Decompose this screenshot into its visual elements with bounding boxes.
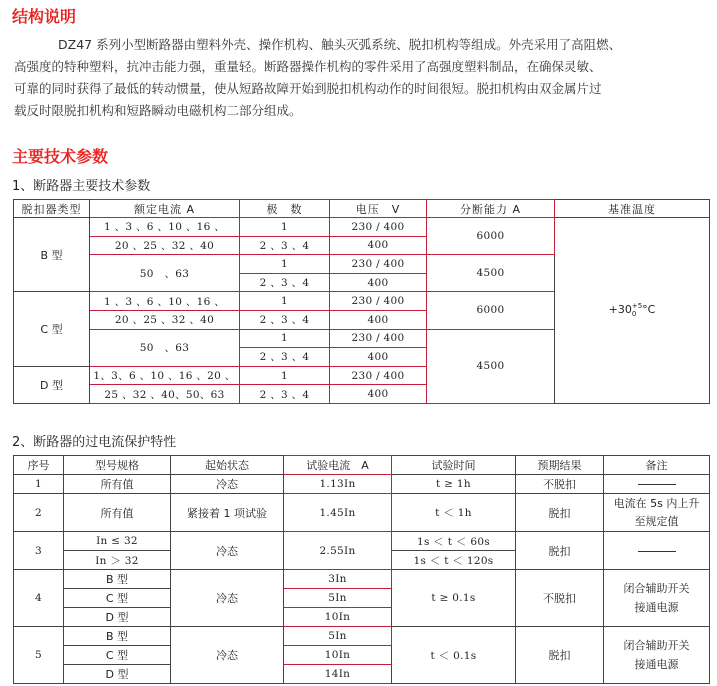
temp-sup: +5 [631, 302, 643, 311]
voltage-cell: 400 [330, 236, 427, 255]
row-no: 4 [14, 570, 64, 627]
dash-mark [638, 551, 676, 552]
overcurrent-table [13, 455, 710, 684]
result-cell: 脱扣 [516, 532, 604, 570]
col-test-time: 试验时间 [392, 456, 516, 475]
row-no: 5 [14, 627, 64, 684]
poles-cell: 1 [240, 366, 330, 385]
spec-cell: C 型 [64, 646, 171, 665]
poles-cell: 1 [240, 292, 330, 311]
voltage-cell: 230 / 400 [330, 218, 427, 237]
current-c1a: 1 、3 、6 、10 、16 、 [90, 292, 240, 311]
result-cell: 脱扣 [516, 627, 604, 684]
poles-cell: 2 、3 、4 [240, 348, 330, 367]
breaking-cell: 6000 [427, 218, 555, 255]
current-c2: 50 、63 [90, 329, 240, 366]
col-breaking: 分断能力 A [427, 200, 555, 218]
result-cell: 不脱扣 [516, 570, 604, 627]
note-line: 至规定值 [634, 514, 679, 528]
poles-cell: 2 、3 、4 [240, 273, 330, 292]
spec-cell: B 型 [64, 627, 171, 646]
current-cell: 14In [284, 665, 392, 684]
note-cell [604, 475, 710, 494]
voltage-cell: 230 / 400 [330, 255, 427, 274]
current-c1b: 20 、25 、32 、40 [90, 310, 240, 329]
table-row [14, 532, 710, 551]
poles-cell: 2 、3 、4 [240, 236, 330, 255]
col-trip-type: 脱扣器类型 [14, 200, 90, 218]
col-voltage: 电压 V [330, 200, 427, 218]
table-row [14, 494, 710, 532]
breaking-cell: 4500 [427, 329, 555, 403]
col-state: 起始状态 [171, 456, 284, 475]
structure-description [14, 34, 710, 122]
desc-line-3: 可靠的同时获得了最低的转动惯量，使从短路故障开始到脱扣机构动作的时间很短。脱扣机构由双金属片过 [14, 81, 602, 96]
poles-cell: 1 [240, 329, 330, 348]
spec-cell: D 型 [64, 665, 171, 684]
time-cell: t ＜ 1h [392, 494, 516, 532]
state-cell: 紧接着 1 项试验 [171, 494, 284, 532]
poles-cell: 2 、3 、4 [240, 385, 330, 404]
current-cell: 3In [284, 570, 392, 589]
col-no: 序号 [14, 456, 64, 475]
spec-cell: D 型 [64, 608, 171, 627]
voltage-cell: 230 / 400 [330, 292, 427, 311]
note-cell [604, 494, 710, 532]
table-row [14, 475, 710, 494]
time-cell: t ≥ 0.1s [392, 570, 516, 627]
row-no: 2 [14, 494, 64, 532]
table-row [14, 627, 710, 646]
table-header-row [14, 200, 710, 218]
time-cell: 1s ＜ t ＜ 60s [392, 532, 516, 551]
base-temp-cell [555, 218, 710, 404]
time-cell: t ＜ 0.1s [392, 627, 516, 684]
row-no: 3 [14, 532, 64, 570]
note-cell [604, 627, 710, 684]
poles-cell: 1 [240, 218, 330, 237]
state-cell: 冷态 [171, 570, 284, 627]
desc-line-2: 高强度的特种塑料，抗冲击能力强，重量轻。断路器操作机构的零件采用了高强度塑料制品，在确保灵敏、 [14, 59, 602, 74]
section-title-structure: 结构说明 [12, 7, 77, 26]
table-row [14, 218, 710, 237]
spec-cell: C 型 [64, 589, 171, 608]
current-cell: 5In [284, 589, 392, 608]
poles-cell: 2 、3 、4 [240, 310, 330, 329]
note-line: 接通电源 [634, 658, 679, 671]
spec-cell: B 型 [64, 570, 171, 589]
section-title-params: 主要技术参数 [12, 147, 109, 166]
desc-line-1: DZ47 系列小型断路器由塑料外壳、操作机构、触头灭弧系统、脱扣机构等组成。外壳采用了高阻燃、 [58, 37, 622, 52]
state-cell: 冷态 [171, 627, 284, 684]
current-cell: 1.13In [284, 475, 392, 494]
poles-cell: 1 [240, 255, 330, 274]
note-line: 电流在 5s 内上升 [613, 496, 700, 510]
temp-unit: °C [642, 303, 656, 317]
voltage-cell: 400 [330, 273, 427, 292]
current-cell: 2.55In [284, 532, 392, 570]
col-test-current: 试验电流 A [284, 456, 392, 475]
voltage-cell: 400 [330, 385, 427, 404]
subsection-title-overcurrent: 2、断路器的过电流保护特性 [12, 435, 177, 450]
current-cell: 10In [284, 608, 392, 627]
row-no: 1 [14, 475, 64, 494]
current-b1a: 1 、3 、6 、10 、16 、 [90, 218, 240, 237]
note-line: 接通电源 [634, 601, 679, 614]
result-cell: 脱扣 [516, 494, 604, 532]
col-spec: 型号规格 [64, 456, 171, 475]
breaking-cell: 4500 [427, 255, 555, 292]
time-cell: t ≥ 1h [392, 475, 516, 494]
breaking-cell: 6000 [427, 292, 555, 329]
col-base-temp: 基准温度 [555, 200, 710, 218]
type-d: D 型 [14, 366, 90, 403]
subsection-title-main-params: 1、断路器主要技术参数 [12, 179, 151, 194]
spec-cell: 所有值 [64, 494, 171, 532]
dash-mark [638, 484, 676, 485]
desc-line-4: 载反时限脱扣机构和短路瞬动电磁机构二部分组成。 [14, 103, 302, 118]
col-poles: 极 数 [240, 200, 330, 218]
result-cell: 不脱扣 [516, 475, 604, 494]
current-cell: 5In [284, 627, 392, 646]
current-cell: 10In [284, 646, 392, 665]
type-b: B 型 [14, 218, 90, 292]
temp-sub: 0 [631, 310, 637, 319]
spec-cell: 所有值 [64, 475, 171, 494]
spec-cell: In ≤ 32 [64, 532, 171, 551]
table-row [14, 570, 710, 589]
type-c: C 型 [14, 292, 90, 366]
note-cell [604, 570, 710, 627]
voltage-cell: 400 [330, 310, 427, 329]
col-rated-current: 额定电流 A [90, 200, 240, 218]
current-b2: 50 、63 [90, 255, 240, 292]
voltage-cell: 230 / 400 [330, 366, 427, 385]
voltage-cell: 400 [330, 348, 427, 367]
spec-cell: In ＞ 32 [64, 551, 171, 570]
time-cell: 1s ＜ t ＜ 120s [392, 551, 516, 570]
main-params-table [13, 199, 710, 404]
col-result: 预期结果 [516, 456, 604, 475]
current-d1b: 25 、32 、40、50、63 [90, 385, 240, 404]
col-notes: 备注 [604, 456, 710, 475]
note-line: 闭合辅助开关 [623, 582, 690, 595]
current-cell: 1.45In [284, 494, 392, 532]
note-line: 闭合辅助开关 [623, 639, 690, 652]
table-header-row [14, 456, 710, 475]
temp-base: +30 [608, 303, 632, 317]
note-cell [604, 532, 710, 570]
voltage-cell: 230 / 400 [330, 329, 427, 348]
state-cell: 冷态 [171, 532, 284, 570]
current-b1b: 20 、25 、32 、40 [90, 236, 240, 255]
state-cell: 冷态 [171, 475, 284, 494]
current-d1a: 1、3、6 、10 、16 、20 、 [90, 366, 240, 385]
